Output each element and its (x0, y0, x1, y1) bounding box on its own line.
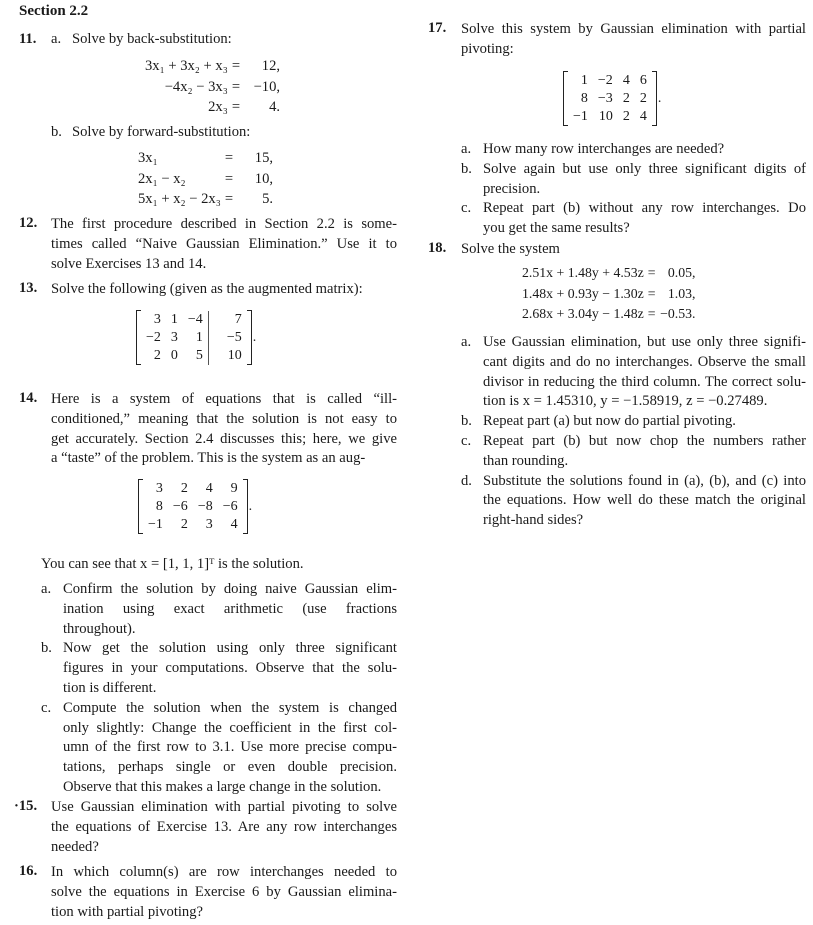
solution-statement: You can see that x = [1, 1, 1]ᵀ is the solution. (41, 556, 304, 572)
matrix-cell: 2 (622, 90, 630, 106)
text-line: Observe that this makes a large change in the solution. (63, 778, 382, 795)
matrix-cell: 10 (208, 347, 246, 365)
text-line: tations, perhaps single or even double precision. (63, 759, 397, 776)
text-line: Repeat part (b) but now chop the numbers rather (483, 432, 806, 449)
equation-lhs: 2x₁ − x₂ (138, 170, 186, 187)
text-line: Solve again but use only three significant digits of (483, 160, 806, 177)
text-line: the equations of Exercise 13. Are any row interchanges (51, 818, 397, 835)
text-line: Now get the solution using only three significant (63, 640, 397, 657)
text-line: times called “Naive Gaussian Elimination.” Use it to (51, 235, 397, 252)
matrix-cell: −8 (197, 498, 213, 514)
equation-row (520, 284, 698, 305)
equation-row (136, 169, 275, 190)
matrix-cell: 0 (170, 347, 178, 363)
matrix-cell: 3 (153, 311, 161, 327)
matrix-cell: −3 (597, 90, 613, 106)
matrix-row (137, 329, 257, 347)
exercise-number: 11. (19, 31, 37, 47)
equation-system (136, 148, 275, 210)
equation-system (143, 56, 282, 118)
matrix-cell: 2 (180, 516, 188, 532)
matrix-cell: −4 (187, 311, 203, 327)
part-letter: c. (41, 699, 52, 716)
text-line: Use Gaussian elimination with partial pivoting to solve (51, 799, 397, 815)
exercise-text (51, 390, 397, 469)
text-line: tion is x = 1.45310, y = −1.58919, z = −0.27489. (483, 393, 768, 410)
matrix-punctuation: . (248, 498, 253, 514)
sub-part (41, 580, 397, 639)
text-line: right-hand sides? (483, 512, 584, 529)
text-line: needed? (51, 838, 99, 855)
text-line: only slightly: Change the coefficient in the first col- (63, 719, 397, 736)
equation-lhs: 2x₃ (208, 99, 228, 115)
equation-rhs: 5. (262, 191, 274, 207)
equation-rhs: 15, (254, 150, 274, 166)
equation-equals: = (647, 265, 656, 280)
matrix-cell: −2 (597, 72, 613, 88)
part-letter: d. (461, 472, 472, 489)
matrix-cell: 2 (622, 108, 630, 124)
matrix-cell: 3 (170, 329, 178, 345)
matrix-row (137, 311, 257, 329)
equation-rhs: 0.05, (667, 265, 696, 280)
sub-part (41, 639, 397, 698)
exercise-text (461, 240, 806, 260)
exercise-14 (19, 390, 397, 469)
matrix-cell: −6 (222, 498, 238, 514)
equation-equals: = (224, 191, 234, 207)
matrix-row (139, 480, 253, 498)
exercise-number: 12. (19, 215, 38, 231)
sub-part (461, 160, 806, 200)
augmented-matrix (563, 71, 661, 126)
sub-part (461, 472, 806, 531)
equation-row (143, 97, 282, 118)
part-text: Solve by back-substitution: (72, 31, 232, 47)
text-line: precision. (483, 180, 541, 197)
equation-row (143, 77, 282, 98)
augmented-matrix (136, 310, 256, 365)
part-letter: a. (41, 581, 52, 597)
equation-lhs: 5x₁ + x₂ − 2x₃ (138, 191, 221, 207)
part-letter: c. (461, 432, 472, 449)
exercise-16 (19, 863, 397, 922)
matrix-cell: 5 (195, 347, 203, 363)
exercise-number: 18. (428, 240, 447, 256)
exercise-15 (14, 798, 397, 857)
equation-row (136, 189, 275, 210)
text-line: you get the same results? (483, 220, 630, 237)
exercise-13 (19, 280, 397, 300)
part-text: Solve by forward-substitution: (72, 124, 251, 140)
matrix-row (564, 90, 662, 108)
text-line: Substitute the solutions found in (a), (b), and (c) into (483, 472, 806, 489)
matrix-punctuation: . (657, 90, 662, 106)
text-line: figures in your computations. Observe that the solu- (63, 660, 397, 677)
matrix-cell: 9 (230, 480, 238, 496)
matrix-cell: 1 (195, 329, 203, 345)
matrix-cell: 7 (208, 311, 246, 329)
exercise-text (51, 280, 397, 300)
sub-part (461, 432, 806, 472)
text-line: a “taste” of the problem. This is the system as an aug- (51, 450, 366, 467)
part-letter: b. (41, 640, 52, 657)
exercise-number: 17. (428, 20, 447, 36)
text-line: pivoting: (461, 40, 514, 57)
equation-lhs: 2.68x + 3.04y − 1.48z (522, 306, 644, 321)
equation-equals: = (231, 78, 241, 95)
matrix-row (137, 347, 257, 365)
coefficient-matrix (138, 479, 252, 534)
matrix-cell: 2 (180, 480, 188, 496)
text-line: ination using exact arithmetic (use fractions (63, 600, 397, 617)
text-line: In which column(s) are row interchanges needed to (51, 864, 397, 880)
text-line: Use Gaussian elimination, but use only three signifi- (483, 334, 806, 350)
matrix-cell: 6 (639, 72, 647, 88)
matrix-cell: 8 (580, 90, 588, 106)
equation-equals: = (647, 285, 656, 301)
equation-lhs: 1.48x + 0.93y − 1.30z (522, 285, 644, 301)
matrix-cell: 10 (598, 108, 613, 124)
exercise-text (461, 20, 806, 60)
sub-part (461, 140, 806, 160)
equation-equals: = (224, 150, 234, 166)
exercise-text (51, 798, 397, 857)
equation-system (520, 263, 698, 325)
equation-equals: = (647, 306, 656, 321)
text-line: umn of the first row to 3.1. Use more precise compu- (63, 739, 397, 756)
text-line: Solve the system (461, 241, 560, 257)
sub-part (461, 333, 806, 412)
text-line: Confirm the solution by doing naive Gaussian elim- (63, 581, 397, 597)
part-letter: b. (51, 124, 62, 140)
exercise-17 (428, 20, 806, 60)
text-line: Repeat part (b) without any row interchanges. Do (483, 200, 806, 217)
matrix-cell: 8 (155, 498, 163, 514)
equation-row (143, 56, 282, 77)
sub-part (461, 412, 806, 432)
text-line: than rounding. (483, 452, 569, 469)
equation-row (136, 148, 275, 169)
exercise-17-parts (461, 140, 806, 239)
exercise-number: 14. (19, 390, 38, 406)
part-letter: a. (51, 31, 62, 47)
matrix-cell: −5 (208, 329, 246, 347)
exercise-18-parts (461, 333, 806, 531)
equation-rhs: −10, (253, 78, 281, 95)
text-line: Repeat part (a) but now do partial pivoting. (483, 413, 736, 430)
exercise-12 (19, 215, 397, 274)
text-line: the equations. How well do these match the original (483, 492, 806, 509)
text-line: Solve the following (given as the augmented matrix): (51, 281, 363, 297)
text-line: cant digits and do no interchanges. Observe the small (483, 353, 806, 370)
equation-rhs: 12, (261, 58, 281, 74)
text-line: solve Exercises 13 and 14. (51, 255, 207, 272)
exercise-18 (428, 240, 806, 260)
equation-rhs: 1.03, (667, 285, 696, 301)
text-line: Compute the solution when the system is changed (63, 699, 397, 716)
equation-rhs: 10, (254, 170, 274, 187)
exercise-number: ·15. (14, 798, 38, 814)
matrix-row (139, 516, 253, 534)
text-line: conditioned,” meaning that the solution is not easy to (51, 410, 397, 427)
sub-part (41, 699, 397, 798)
part-letter: b. (461, 413, 472, 430)
exercise-text (51, 215, 397, 274)
matrix-punctuation: . (252, 329, 257, 345)
part-letter: c. (461, 200, 472, 217)
equation-lhs: 3x₁ + 3x₂ + x₃ (145, 58, 228, 74)
matrix-row (139, 498, 253, 516)
text-line: How many row interchanges are needed? (483, 141, 725, 157)
matrix-row (564, 72, 662, 90)
matrix-cell: −1 (573, 108, 588, 124)
part-letter: a. (461, 334, 472, 350)
text-line: Solve this system by Gaussian elimination with partial (461, 21, 806, 37)
text-line: The first procedure described in Section 2.2 is some- (51, 216, 397, 232)
text-line: get accurately. Section 2.4 discusses this; here, we give (51, 430, 397, 447)
equation-row (520, 304, 698, 325)
matrix-cell: 2 (153, 347, 161, 363)
equation-rhs: −0.53. (660, 306, 696, 321)
exercise-number: 16. (19, 863, 38, 879)
equation-lhs: 3x₁ (138, 150, 158, 166)
text-line: solve the equations in Exercise 6 by Gaussian elimina- (51, 883, 397, 900)
part-letter: a. (461, 141, 472, 157)
text-line: tion is different. (63, 679, 157, 696)
part-letter: b. (461, 160, 472, 177)
matrix-cell: 4 (639, 108, 647, 124)
matrix-cell: 1 (170, 311, 178, 327)
equation-lhs: −4x₂ − 3x₃ (164, 78, 228, 95)
text-line: divisor in reducing the third column. The correct solu- (483, 373, 806, 390)
matrix-cell: 3 (155, 480, 163, 496)
equation-row (520, 263, 698, 284)
matrix-cell: 4 (205, 480, 213, 496)
matrix-row (564, 108, 662, 126)
matrix-cell: 1 (580, 72, 588, 88)
matrix-cell: −1 (148, 516, 163, 532)
matrix-cell: −6 (172, 498, 188, 514)
exercise-14-parts (41, 580, 397, 798)
equation-rhs: 4. (269, 99, 281, 115)
section-heading: Section 2.2 (19, 3, 89, 19)
exercise-text (51, 863, 397, 922)
equation-lhs: 2.51x + 1.48y + 4.53z (522, 265, 644, 280)
matrix-cell: 4 (622, 72, 630, 88)
equation-equals: = (231, 58, 241, 74)
matrix-cell: 3 (205, 516, 213, 532)
matrix-cell: −2 (146, 329, 161, 345)
text-line: Here is a system of equations that is called “ill- (51, 391, 397, 407)
equation-equals: = (231, 99, 241, 115)
text-line: throughout). (63, 620, 136, 637)
text-line: tion with partial pivoting? (51, 903, 203, 920)
sub-part (461, 199, 806, 239)
exercise-number: 13. (19, 280, 38, 296)
matrix-cell: 4 (230, 516, 238, 532)
matrix-cell: 2 (639, 90, 647, 106)
equation-equals: = (224, 170, 234, 187)
